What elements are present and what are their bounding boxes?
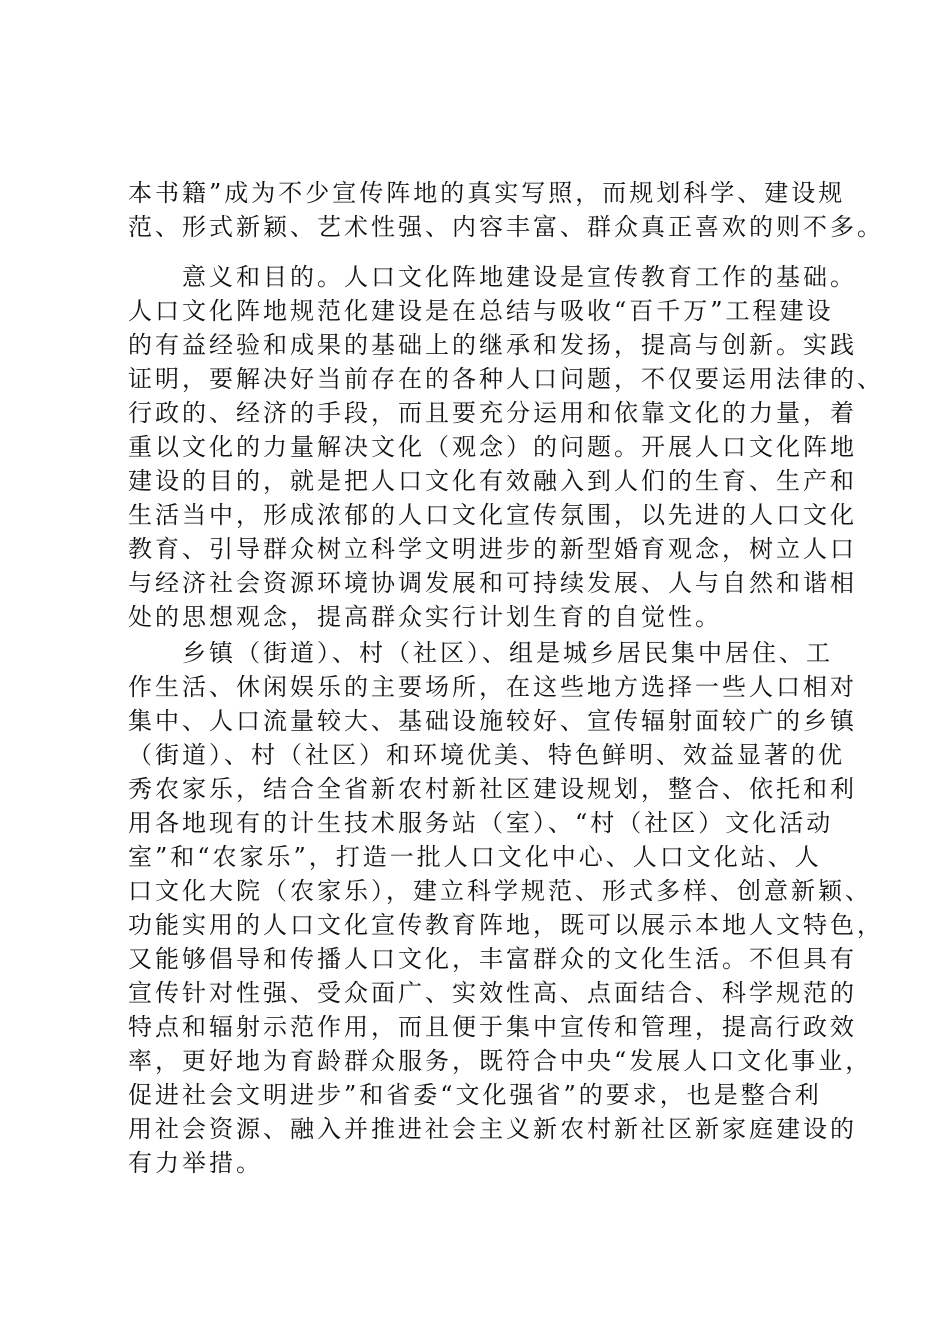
text-line: 与经济社会资源环境协调发展和可持续发展、人与自然和谐相 [128,569,857,597]
text-line: 范、形式新颖、艺术性强、内容丰富、群众真正喜欢的则不多。 [128,213,884,241]
text-line: 又能够倡导和传播人口文化，丰富群众的文化生活。不但具有 [128,945,857,973]
continuation-paragraph [128,176,884,244]
text-line: 重以文化的力量解决文化（观念）的问题。开展人口文化阵地 [128,433,857,461]
text-line: 人口文化阵地规范化建设是在总结与吸收“百千万”工程建设 [128,297,834,325]
text-line: 有力举措。 [128,1149,263,1177]
paragraph-significance-and-purpose [128,260,884,634]
text-line: 的有益经验和成果的基础上的继承和发扬，提高与创新。实践 [128,331,857,359]
text-line: 意义和目的。人口文化阵地建设是宣传教育工作的基础。 [182,263,857,291]
paragraph-township-village [128,636,884,1180]
text-line: 集中、人口流量较大、基础设施较好、宣传辐射面较广的乡镇 [128,707,857,735]
text-line: 秀农家乐，结合全省新农村新社区建设规划，整合、依托和利 [128,775,857,803]
text-line: 教育、引导群众树立科学文明进步的新型婚育观念，树立人口 [128,535,857,563]
text-line: 功能实用的人口文化宣传教育阵地，既可以展示本地人文特色， [128,911,884,939]
text-line: 生活当中，形成浓郁的人口文化宣传氛围，以先进的人口文化 [128,501,857,529]
text-line: 室”和“农家乐”，打造一批人口文化中心、人口文化站、人 [128,843,822,871]
text-line: 用社会资源、融入并推进社会主义新农村新社区新家庭建设的 [128,1115,857,1143]
text-line: 口文化大院（农家乐），建立科学规范、形式多样、创意新颖、 [128,877,872,905]
text-line: （街道）、村（社区）和环境优美、特色鲜明、效益显著的优 [128,741,845,769]
text-line: 宣传针对性强、受众面广、实效性高、点面结合、科学规范的 [128,979,857,1007]
text-line: 作生活、休闲娱乐的主要场所，在这些地方选择一些人口相对 [128,673,857,701]
text-line: 乡镇（街道）、村（社区）、组是城乡居民集中居住、工 [182,639,833,667]
text-line: 行政的、经济的手段，而且要充分运用和依靠文化的力量，着 [128,399,857,427]
text-line: 建设的目的，就是把人口文化有效融入到人们的生育、生产和 [128,467,857,495]
text-line: 促进社会文明进步”和省委“文化强省”的要求，也是整合利 [128,1081,822,1109]
text-line: 本书籍”成为不少宣传阵地的真实写照，而规划科学、建设规 [128,179,846,207]
text-line: 处的思想观念，提高群众实行计划生育的自觉性。 [128,603,722,631]
text-line: 率，更好地为育龄群众服务，既符合中央“发展人口文化事业， [128,1047,873,1075]
text-line: 用各地现有的计生技术服务站（室）、“村（社区）文化活动 [128,809,834,837]
text-line: 证明，要解决好当前存在的各种人口问题，不仅要运用法律的、 [128,365,884,393]
text-line: 特点和辐射示范作用，而且便于集中宣传和管理，提高行政效 [128,1013,857,1041]
